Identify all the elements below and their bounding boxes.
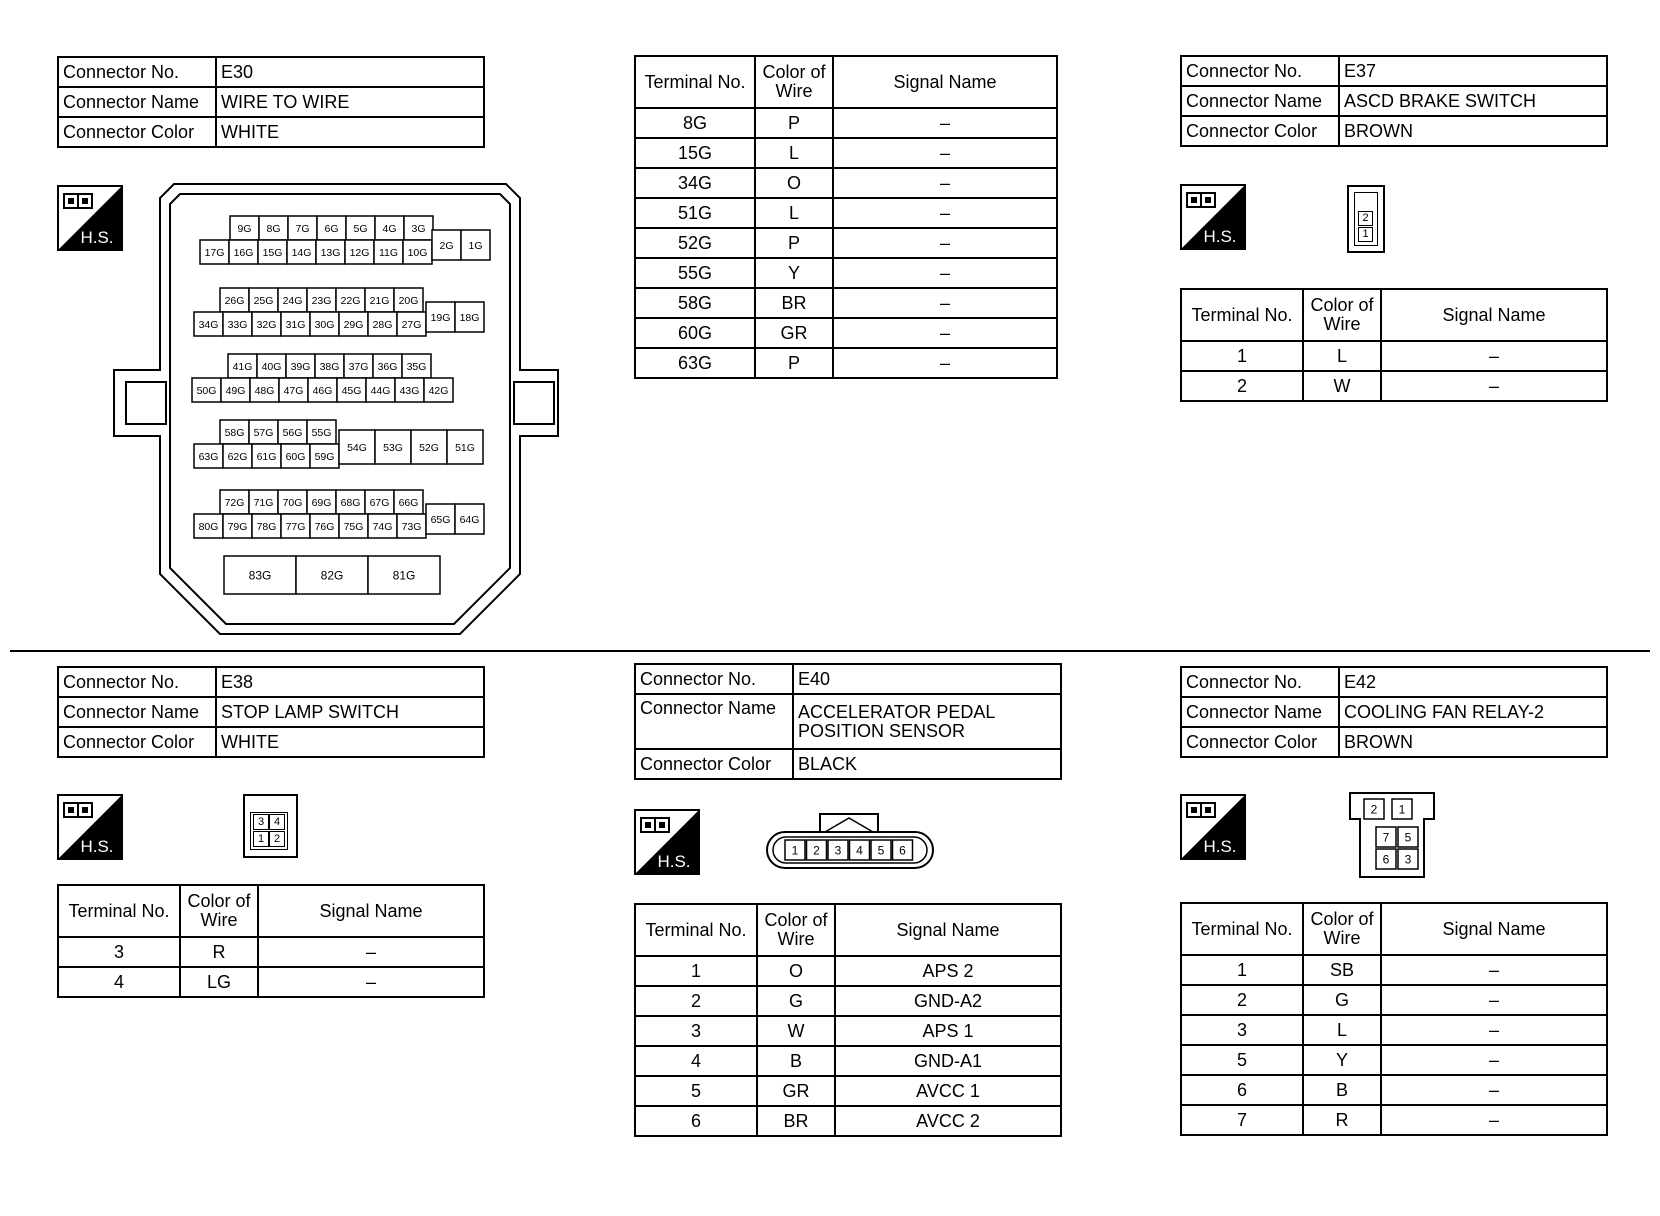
table-row	[1181, 341, 1607, 371]
signal-name-cell: –	[1381, 371, 1607, 401]
e37-connector-face	[1347, 185, 1385, 253]
e37-info-table	[1180, 55, 1608, 147]
e42-connector-face	[1348, 791, 1436, 879]
terminal-no-cell: 4	[58, 967, 180, 997]
header-signal-name: Signal Name	[258, 885, 484, 937]
terminal-no-cell: 6	[635, 1106, 757, 1136]
terminal-no-cell: 63G	[635, 348, 755, 378]
e30-pin: 28G	[372, 318, 393, 331]
e42-pin: 1	[1398, 802, 1406, 817]
signal-name-cell: –	[258, 967, 484, 997]
table-row	[1181, 1075, 1607, 1105]
e30-pin: 11G	[378, 246, 399, 259]
e42-pin: 3	[1404, 852, 1412, 867]
e30-pin: 63G	[198, 450, 219, 463]
e30-pin: 27G	[401, 318, 422, 331]
e30-pin: 14G	[291, 246, 312, 259]
e40-pin: 1	[791, 843, 799, 858]
table-row	[635, 1016, 1061, 1046]
e30-pin: 36G	[377, 360, 398, 373]
label-connector-name: Connector Name	[58, 697, 216, 727]
wire-color-cell: GR	[755, 318, 833, 348]
e30-pin: 49G	[225, 384, 246, 397]
e30-connector-name: WIRE TO WIRE	[216, 87, 484, 117]
e30-pin: 29G	[343, 318, 364, 331]
e40-connector-face	[765, 812, 935, 878]
e38-pin: 4	[269, 814, 285, 830]
e37-connector-color: BROWN	[1339, 116, 1607, 146]
terminal-no-cell: 4	[635, 1046, 757, 1076]
signal-name-cell: –	[833, 198, 1057, 228]
e30-pin: 40G	[261, 360, 282, 373]
e30-info-table	[57, 56, 485, 148]
terminal-no-cell: 7	[1181, 1105, 1303, 1135]
wire-color-cell: BR	[755, 288, 833, 318]
label-connector-name: Connector Name	[58, 87, 216, 117]
e30-pin: 75G	[343, 520, 364, 533]
terminal-no-cell: 58G	[635, 288, 755, 318]
wire-color-cell: P	[755, 108, 833, 138]
harness-side-icon	[57, 794, 123, 860]
signal-name-cell: –	[1381, 955, 1607, 985]
label-connector-name: Connector Name	[1181, 697, 1339, 727]
header-signal-name: Signal Name	[833, 56, 1057, 108]
label-connector-color: Connector Color	[1181, 116, 1339, 146]
e40-pin: 4	[856, 843, 863, 858]
e30-pin: 67G	[369, 496, 390, 509]
hs-label: H.S.	[1203, 837, 1237, 856]
signal-name-cell: GND-A1	[835, 1046, 1061, 1076]
e42-info-table	[1180, 666, 1608, 758]
wire-color-cell: BR	[757, 1106, 835, 1136]
e30-pin: 25G	[253, 294, 274, 307]
wire-color-cell: Y	[1303, 1045, 1381, 1075]
e38-terminal-table	[57, 884, 485, 998]
signal-name-cell: –	[833, 168, 1057, 198]
terminal-no-cell: 2	[635, 986, 757, 1016]
e40-terminal-table	[634, 903, 1062, 1137]
e30-pin: 20G	[398, 294, 419, 307]
wire-color-cell: B	[1303, 1075, 1381, 1105]
wire-color-cell: R	[180, 937, 258, 967]
e40-connector-no: E40	[793, 664, 1061, 694]
table-row	[635, 168, 1057, 198]
e30-connector-face	[112, 182, 568, 638]
e30-pin: 82G	[320, 568, 344, 583]
table-row	[635, 258, 1057, 288]
e30-pin: 5G	[353, 222, 368, 235]
wire-color-cell: P	[755, 348, 833, 378]
table-row	[635, 198, 1057, 228]
e30-pin: 51G	[455, 441, 475, 454]
e30-pin: 17G	[204, 246, 225, 259]
terminal-no-cell: 60G	[635, 318, 755, 348]
wire-color-cell: O	[755, 168, 833, 198]
e30-connector-no: E30	[216, 57, 484, 87]
e30-pin: 79G	[227, 520, 248, 533]
wire-color-cell: G	[757, 986, 835, 1016]
e30-pin: 1G	[468, 239, 483, 252]
table-row	[635, 108, 1057, 138]
e37-pin: 2	[1358, 211, 1373, 226]
harness-side-icon	[1180, 184, 1246, 250]
signal-name-cell: –	[833, 228, 1057, 258]
e42-connector-no: E42	[1339, 667, 1607, 697]
label-connector-color: Connector Color	[58, 117, 216, 147]
e40-pin: 6	[899, 843, 906, 858]
table-row	[1181, 1015, 1607, 1045]
e30-pin: 83G	[248, 568, 272, 583]
e30-pin: 53G	[383, 441, 403, 454]
signal-name-cell: –	[833, 108, 1057, 138]
header-terminal-no: Terminal No.	[1181, 903, 1303, 955]
signal-name-cell: –	[833, 138, 1057, 168]
e37-pin: 1	[1358, 227, 1373, 242]
label-connector-no: Connector No.	[58, 57, 216, 87]
e30-pin: 33G	[227, 318, 248, 331]
e30-pin: 26G	[224, 294, 245, 307]
table-row	[635, 228, 1057, 258]
label-connector-color: Connector Color	[635, 749, 793, 779]
e30-pin: 64G	[459, 513, 480, 526]
e30-pin: 69G	[311, 496, 332, 509]
e30-pin: 57G	[253, 426, 274, 439]
e37-connector-name: ASCD BRAKE SWITCH	[1339, 86, 1607, 116]
table-row	[58, 937, 484, 967]
hs-label: H.S.	[80, 837, 114, 856]
e38-pin: 3	[253, 814, 269, 830]
e30-pin: 10G	[407, 246, 428, 259]
label-connector-no: Connector No.	[635, 664, 793, 694]
signal-name-cell: APS 1	[835, 1016, 1061, 1046]
header-terminal-no: Terminal No.	[58, 885, 180, 937]
signal-name-cell: –	[833, 318, 1057, 348]
terminal-no-cell: 3	[1181, 1015, 1303, 1045]
header-terminal-no: Terminal No.	[635, 904, 757, 956]
terminal-no-cell: 1	[635, 956, 757, 986]
header-color-of-wire: Color of Wire	[1303, 903, 1381, 955]
table-row	[1181, 985, 1607, 1015]
terminal-no-cell: 5	[1181, 1045, 1303, 1075]
e40-pin: 2	[813, 843, 820, 858]
wire-color-cell: L	[755, 138, 833, 168]
header-terminal-no: Terminal No.	[635, 56, 755, 108]
hs-label: H.S.	[80, 228, 114, 247]
terminal-no-cell: 1	[1181, 955, 1303, 985]
signal-name-cell: –	[833, 288, 1057, 318]
e30-pin: 7G	[295, 222, 310, 235]
terminal-no-cell: 51G	[635, 198, 755, 228]
wire-color-cell: R	[1303, 1105, 1381, 1135]
table-row	[1181, 1045, 1607, 1075]
terminal-no-cell: 34G	[635, 168, 755, 198]
e30-pin: 77G	[285, 520, 306, 533]
e30-pin: 39G	[290, 360, 311, 373]
terminal-no-cell: 1	[1181, 341, 1303, 371]
e30-pin: 32G	[256, 318, 277, 331]
e30-pin: 50G	[196, 384, 217, 397]
table-row	[635, 288, 1057, 318]
e42-connector-name: COOLING FAN RELAY-2	[1339, 697, 1607, 727]
e42-pin: 2	[1370, 802, 1378, 817]
hs-label: H.S.	[657, 852, 691, 871]
e38-connector-face	[243, 794, 298, 858]
wire-color-cell: W	[1303, 371, 1381, 401]
e30-pin: 80G	[198, 520, 219, 533]
header-color-of-wire: Color of Wire	[757, 904, 835, 956]
e30-pin: 73G	[401, 520, 422, 533]
signal-name-cell: GND-A2	[835, 986, 1061, 1016]
wire-color-cell: GR	[757, 1076, 835, 1106]
signal-name-cell: –	[1381, 341, 1607, 371]
e30-pin: 22G	[340, 294, 361, 307]
terminal-no-cell: 3	[58, 937, 180, 967]
e30-pin: 68G	[340, 496, 361, 509]
e30-pin: 65G	[430, 513, 451, 526]
e30-pin: 35G	[406, 360, 427, 373]
signal-name-cell: AVCC 2	[835, 1106, 1061, 1136]
wire-color-cell: L	[1303, 1015, 1381, 1045]
e30-pin: 56G	[282, 426, 303, 439]
wire-color-cell: G	[1303, 985, 1381, 1015]
e30-pin: 23G	[311, 294, 332, 307]
e40-info-table	[634, 663, 1062, 780]
harness-side-icon	[1180, 794, 1246, 860]
e30-pin: 24G	[282, 294, 303, 307]
e30-pin: 15G	[262, 246, 283, 259]
e38-connector-no: E38	[216, 667, 484, 697]
e30-pin: 6G	[324, 222, 339, 235]
e30-pin: 59G	[314, 450, 335, 463]
table-row	[1181, 1105, 1607, 1135]
header-color-of-wire: Color of Wire	[180, 885, 258, 937]
e42-pin: 5	[1404, 830, 1412, 845]
signal-name-cell: –	[1381, 1045, 1607, 1075]
harness-side-icon	[634, 809, 700, 875]
e30-pin: 54G	[347, 441, 367, 454]
e30-pin: 2G	[439, 239, 454, 252]
wire-color-cell: Y	[755, 258, 833, 288]
e30-pin: 4G	[382, 222, 397, 235]
label-connector-no: Connector No.	[58, 667, 216, 697]
label-connector-color: Connector Color	[58, 727, 216, 757]
terminal-no-cell: 2	[1181, 371, 1303, 401]
wire-color-cell: O	[757, 956, 835, 986]
e42-connector-color: BROWN	[1339, 727, 1607, 757]
terminal-no-cell: 2	[1181, 985, 1303, 1015]
e30-pin: 46G	[312, 384, 333, 397]
e40-connector-name: ACCELERATOR PEDAL POSITION SENSOR	[793, 694, 1061, 749]
table-row	[635, 138, 1057, 168]
label-connector-name: Connector Name	[635, 694, 793, 749]
terminal-no-cell: 15G	[635, 138, 755, 168]
e30-pin: 9G	[237, 222, 252, 235]
e30-pin: 62G	[227, 450, 248, 463]
table-row	[635, 348, 1057, 378]
table-row	[1181, 955, 1607, 985]
e30-pin: 74G	[372, 520, 393, 533]
label-connector-color: Connector Color	[1181, 727, 1339, 757]
hs-label: H.S.	[1203, 227, 1237, 246]
e30-pin: 78G	[256, 520, 277, 533]
e30-pin: 41G	[232, 360, 253, 373]
e30-connector-color: WHITE	[216, 117, 484, 147]
e30-pin: 81G	[392, 568, 416, 583]
e30-pin: 8G	[266, 222, 281, 235]
wire-color-cell: LG	[180, 967, 258, 997]
e30-pin: 30G	[314, 318, 335, 331]
terminal-no-cell: 6	[1181, 1075, 1303, 1105]
e30-pin: 48G	[254, 384, 275, 397]
label-connector-no: Connector No.	[1181, 667, 1339, 697]
e30-pin: 58G	[224, 426, 245, 439]
signal-name-cell: –	[1381, 985, 1607, 1015]
e30-pin: 34G	[198, 318, 219, 331]
wire-color-cell: B	[757, 1046, 835, 1076]
e42-pin: 6	[1382, 852, 1390, 867]
label-connector-no: Connector No.	[1181, 56, 1339, 86]
e30-pin: 76G	[314, 520, 335, 533]
e30-pin: 12G	[349, 246, 370, 259]
e30-terminal-table	[634, 55, 1058, 379]
e30-pin: 52G	[419, 441, 439, 454]
table-row	[635, 1076, 1061, 1106]
e38-info-table	[57, 666, 485, 758]
table-row	[635, 1106, 1061, 1136]
wire-color-cell: SB	[1303, 955, 1381, 985]
signal-name-cell: AVCC 1	[835, 1076, 1061, 1106]
table-row	[58, 967, 484, 997]
terminal-no-cell: 52G	[635, 228, 755, 258]
e30-pin: 60G	[285, 450, 306, 463]
e37-terminal-table	[1180, 288, 1608, 402]
e42-terminal-table	[1180, 902, 1608, 1136]
e30-pin: 13G	[320, 246, 341, 259]
e38-pin: 2	[269, 831, 285, 847]
header-terminal-no: Terminal No.	[1181, 289, 1303, 341]
terminal-no-cell: 8G	[635, 108, 755, 138]
table-row	[635, 318, 1057, 348]
e40-connector-color: BLACK	[793, 749, 1061, 779]
e30-pin: 3G	[411, 222, 426, 235]
e30-pin: 47G	[283, 384, 304, 397]
wire-color-cell: P	[755, 228, 833, 258]
e30-pin: 31G	[285, 318, 306, 331]
e30-pin: 37G	[348, 360, 369, 373]
header-color-of-wire: Color of Wire	[755, 56, 833, 108]
e30-pin: 61G	[256, 450, 277, 463]
signal-name-cell: –	[833, 258, 1057, 288]
e38-connector-color: WHITE	[216, 727, 484, 757]
header-signal-name: Signal Name	[1381, 289, 1607, 341]
e30-pin: 66G	[398, 496, 419, 509]
e30-pin: 43G	[399, 384, 420, 397]
e30-pin: 55G	[311, 426, 332, 439]
table-row	[635, 956, 1061, 986]
e37-connector-no: E37	[1339, 56, 1607, 86]
e30-pin: 16G	[233, 246, 254, 259]
table-row	[1181, 371, 1607, 401]
e30-pin: 18G	[459, 311, 480, 324]
signal-name-cell: –	[1381, 1105, 1607, 1135]
e30-pin: 19G	[430, 311, 451, 324]
wire-color-cell: L	[1303, 341, 1381, 371]
signal-name-cell: APS 2	[835, 956, 1061, 986]
e30-pin: 71G	[253, 496, 274, 509]
signal-name-cell: –	[258, 937, 484, 967]
label-connector-name: Connector Name	[1181, 86, 1339, 116]
table-row	[635, 986, 1061, 1016]
e38-connector-name: STOP LAMP SWITCH	[216, 697, 484, 727]
e40-pin: 5	[877, 843, 885, 858]
e38-pin: 1	[253, 831, 269, 847]
terminal-no-cell: 3	[635, 1016, 757, 1046]
e30-pin: 21G	[369, 294, 390, 307]
signal-name-cell: –	[1381, 1015, 1607, 1045]
header-signal-name: Signal Name	[1381, 903, 1607, 955]
e40-pin: 3	[834, 843, 842, 858]
e30-pin: 38G	[319, 360, 340, 373]
signal-name-cell: –	[1381, 1075, 1607, 1105]
signal-name-cell: –	[833, 348, 1057, 378]
header-signal-name: Signal Name	[835, 904, 1061, 956]
e30-pin: 45G	[341, 384, 362, 397]
header-color-of-wire: Color of Wire	[1303, 289, 1381, 341]
terminal-no-cell: 5	[635, 1076, 757, 1106]
wire-color-cell: L	[755, 198, 833, 228]
wire-color-cell: W	[757, 1016, 835, 1046]
table-row	[635, 1046, 1061, 1076]
e30-pin: 70G	[282, 496, 303, 509]
e30-pin: 72G	[224, 496, 245, 509]
section-divider	[10, 650, 1650, 652]
e30-pin: 42G	[428, 384, 449, 397]
e42-pin: 7	[1382, 830, 1390, 845]
e30-pin: 44G	[370, 384, 391, 397]
terminal-no-cell: 55G	[635, 258, 755, 288]
